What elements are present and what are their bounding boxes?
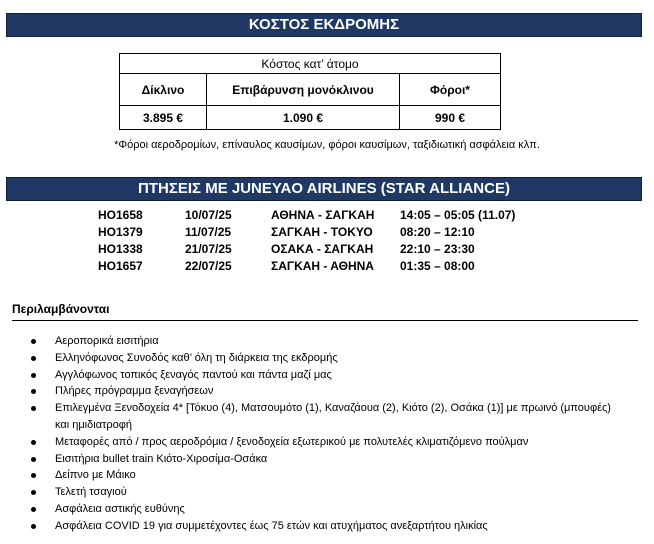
list-item: Τελετή τσαγιού	[22, 484, 622, 501]
header-single-supplement: Επιβάρυνση μονόκλινου	[207, 74, 400, 106]
flight-row	[98, 258, 560, 275]
flight-route: ΣΑΓΚΑΗ - ΤΟΚΥΟ	[271, 225, 373, 239]
flight-date: 22/07/25	[185, 259, 232, 273]
flight-route: ΟΣΑΚΑ - ΣΑΓΚΑΗ	[271, 242, 374, 256]
value-double-room: 3.895 €	[120, 106, 207, 130]
flight-code: HO1657	[98, 259, 143, 273]
cost-table-caption: Κόστος κατ’ άτομο	[120, 54, 501, 74]
flights-list	[98, 207, 560, 275]
list-item: Επιλεγμένα Ξενοδοχεία 4* [Τόκυο (4), Ματσουμότο (1), Καναζάουα (2), Κιότο (2), Οσάκα (1)] με πρωινό (μπουφές) και ημιδιατροφή	[22, 400, 622, 434]
flight-row	[98, 207, 560, 224]
list-item: Δείπνο με Μάικο	[22, 467, 622, 484]
flight-time: 14:05 – 05:05 (11.07)	[400, 208, 516, 222]
list-item: Αγγλόφωνος τοπικός ξεναγός παντού και πάντα μαζί μας	[22, 367, 622, 384]
flight-route: ΑΘΗΝΑ - ΣΑΓΚΑΗ	[271, 208, 375, 222]
taxes-footnote: *Φόροι αεροδρομίων, επίναυλος καυσίμων, φόροι καυσίμων, ταξιδιωτική ασφάλεια κλπ.	[114, 139, 540, 151]
list-item: Ασφάλεια αστικής ευθύνης	[22, 501, 622, 518]
flight-code: HO1658	[98, 208, 143, 222]
flight-time: 08:20 – 12:10	[400, 225, 475, 239]
flight-code: HO1379	[98, 225, 143, 239]
list-item: Ασφάλεια COVID 19 για συμμετέχοντες έως 75 ετών και ατυχήματος ανεξαρτήτου ηλικίας	[22, 518, 622, 535]
flights-banner: ΠΤΗΣΕΙΣ ΜΕ JUNEYAO AIRLINES (STAR ALLIANCE)	[6, 177, 642, 201]
included-title: Περιλαμβάνονται	[12, 302, 638, 321]
flight-date: 11/07/25	[185, 225, 232, 239]
value-single-supplement: 1.090 €	[207, 106, 400, 130]
header-taxes: Φόροι*	[400, 74, 501, 106]
flight-time: 22:10 – 23:30	[400, 242, 475, 256]
flight-route: ΣΑΓΚΑΗ - ΑΘΗΝΑ	[271, 259, 374, 273]
flight-date: 10/07/25	[185, 208, 232, 222]
value-taxes: 990 €	[400, 106, 501, 130]
list-item: Εισιτήρια bullet train Κιότο-Χιροσίμα-Οσάκα	[22, 451, 622, 468]
list-item: Μεταφορές από / προς αεροδρόμια / ξενοδοχεία εξωτερικού με πολυτελές κλιματιζόμενο πούλμαν	[22, 434, 622, 451]
flight-code: HO1338	[98, 242, 143, 256]
flight-time: 01:35 – 08:00	[400, 259, 475, 273]
flight-date: 21/07/25	[185, 242, 232, 256]
flight-row	[98, 224, 560, 241]
list-item: Ελληνόφωνος Συνοδός καθ’ όλη τη διάρκεια της εκδρομής	[22, 350, 622, 367]
cost-banner: ΚΟΣΤΟΣ ΕΚΔΡΟΜΗΣ	[6, 13, 642, 37]
list-item: Πλήρες πρόγραμμα ξεναγήσεων	[22, 383, 622, 400]
included-list	[22, 333, 622, 535]
list-item: Αεροπορικά εισιτήρια	[22, 333, 622, 350]
cost-table	[119, 53, 501, 130]
header-double-room: Δίκλινο	[120, 74, 207, 106]
flight-row	[98, 241, 560, 258]
